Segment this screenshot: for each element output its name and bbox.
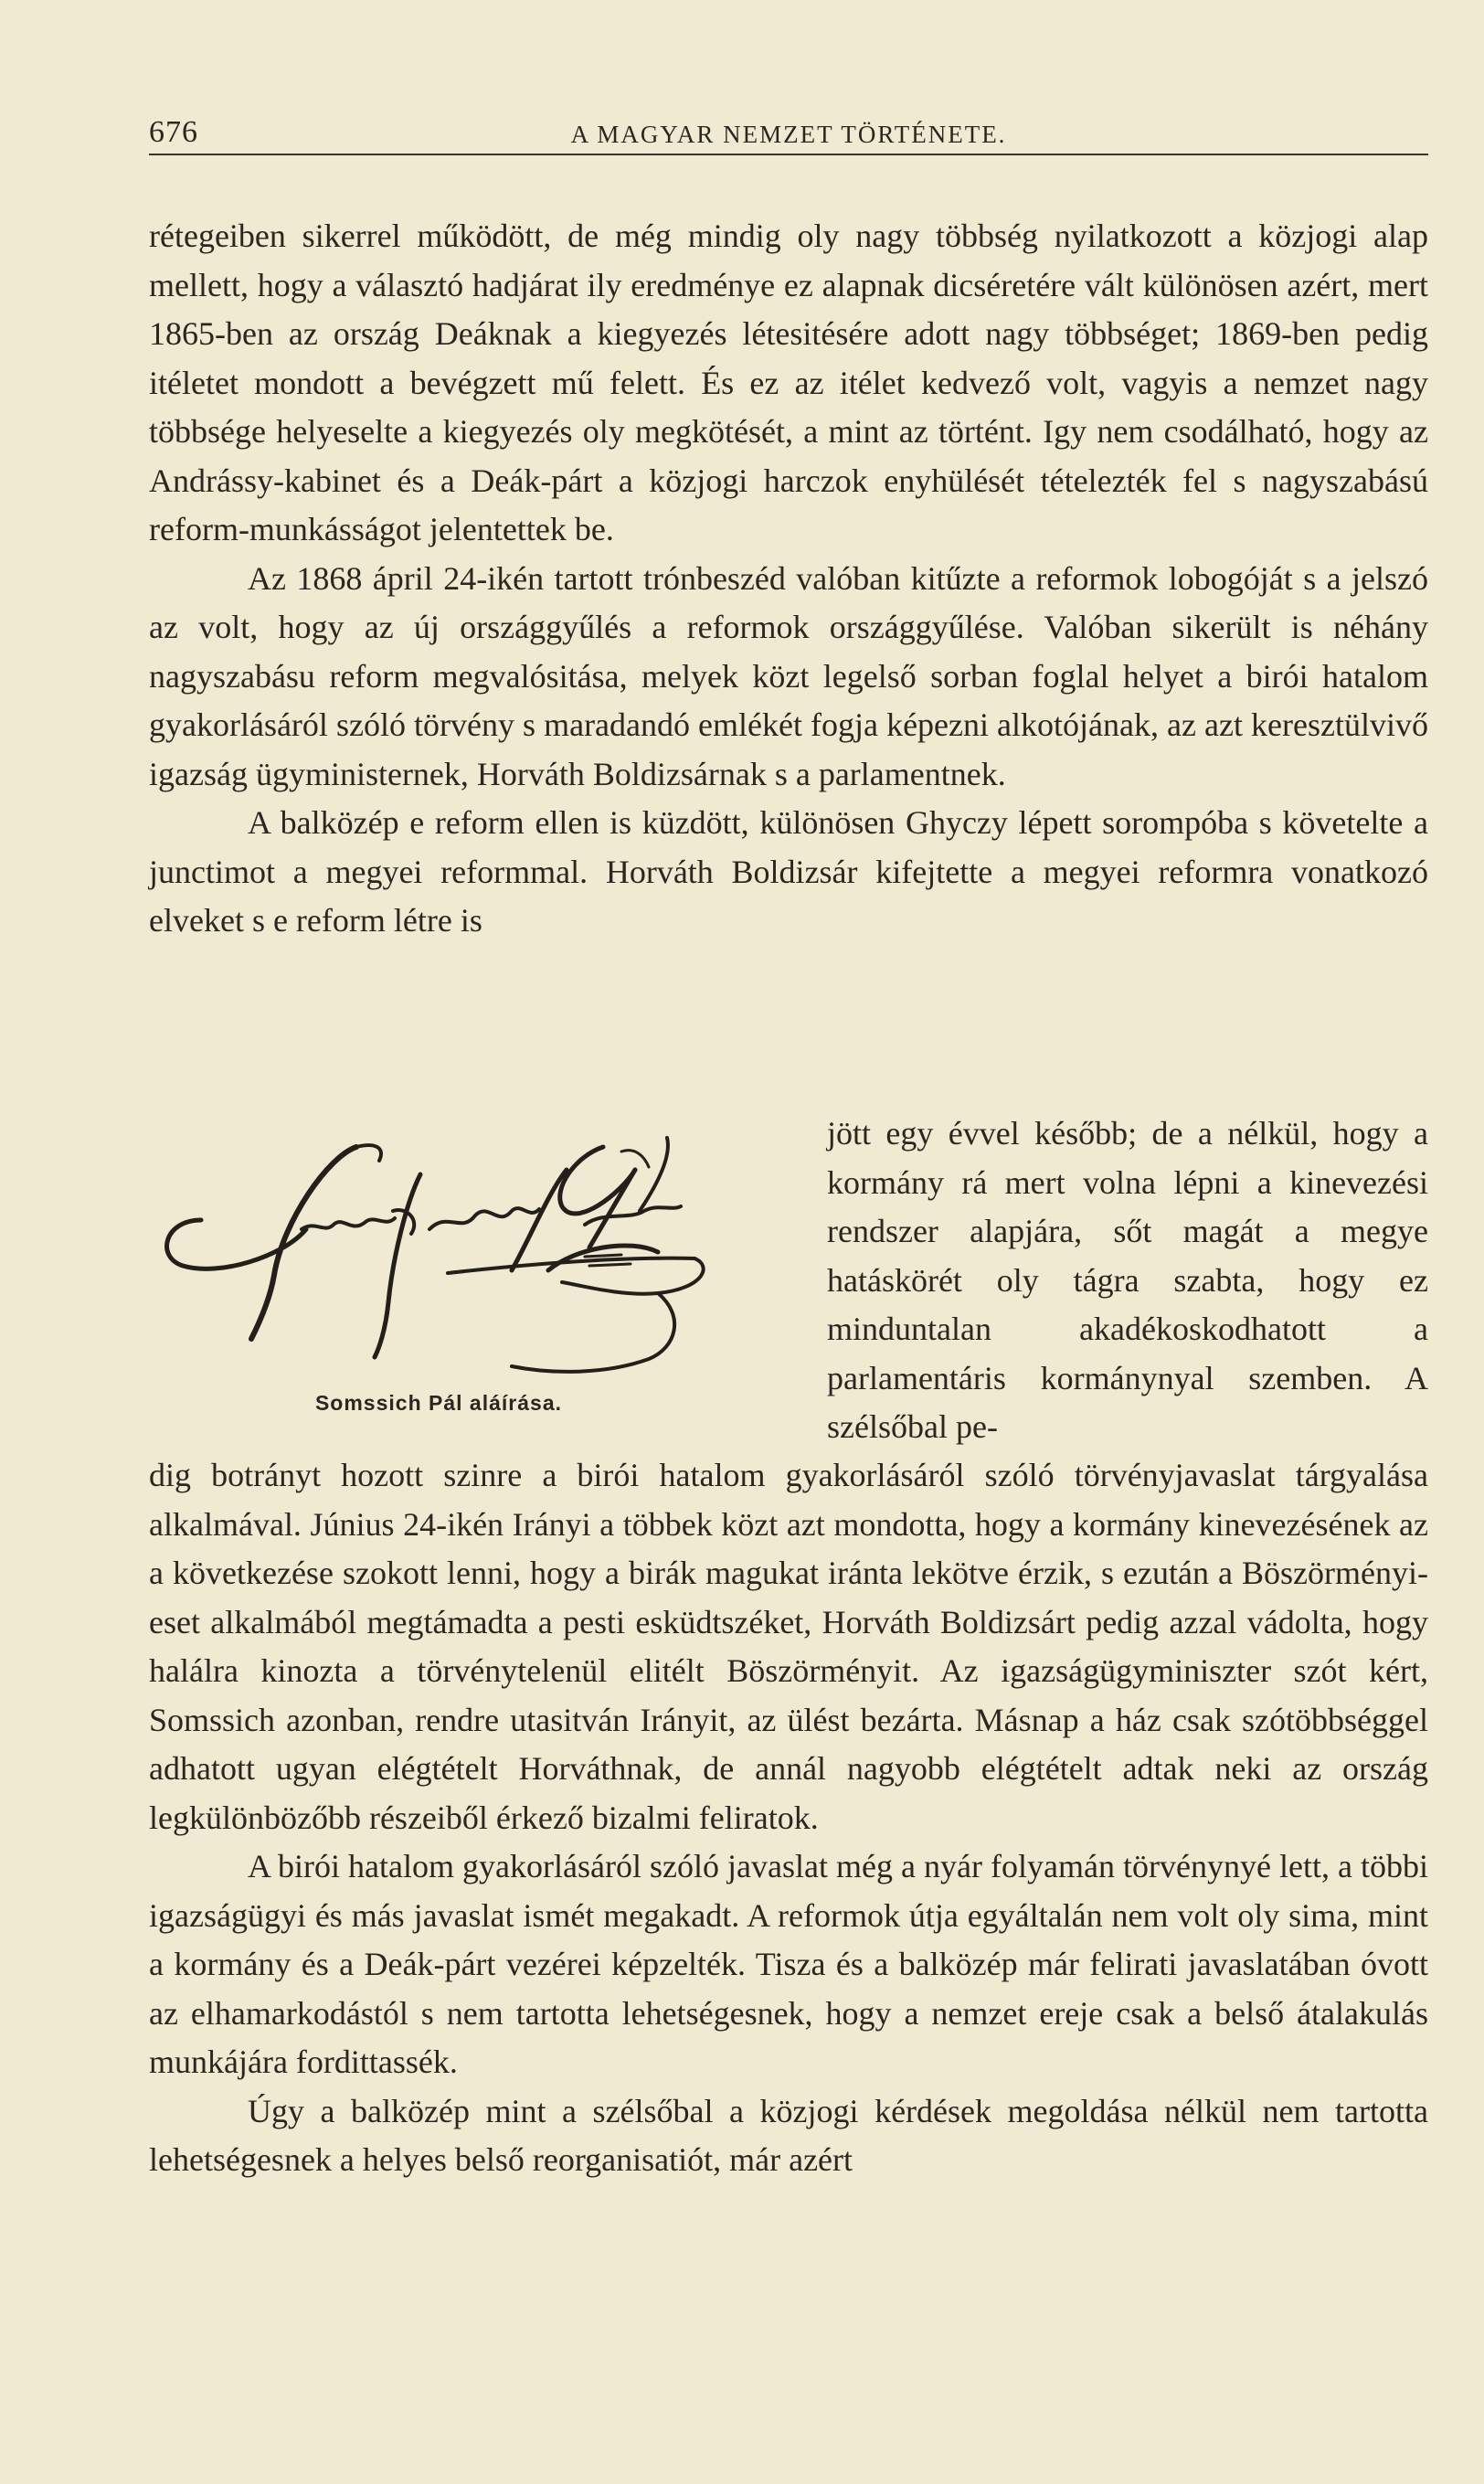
figure-caption: Somssich Pál aláírása.	[314, 1391, 563, 1415]
signature-figure	[146, 1120, 804, 1421]
signature-image	[146, 1120, 804, 1394]
running-title: A MAGYAR NEMZET TÖRTÉNETE.	[570, 121, 1007, 148]
text-block-top	[149, 212, 1428, 946]
paragraph-3-start: A balközép e reform ellen is küzdött, különösen Ghyczy lépett sorompóba s követelte a junctimot a megyei reformmal. Horváth Boldizsár kifejtette a megyei reformra vonatkozó elveket s e reform létre is	[149, 804, 1428, 939]
text-block-bottom	[149, 1451, 1428, 2185]
paragraph-1: rétegeiben sikerrel működött, de még mindig oly nagy többség nyilatkozott a közjogi alap mellett, hogy a választó hadjárat ily eredménye ez alapnak dicséretére vált különösen azért, mert 1865-ben az ország Deáknak a kiegyezés létesitésére adott nagy többséget; 1869-ben pedig itéletet mondott a bevégzett mű felett. És ez az itélet kedvező volt, vagyis a nemzet nagy többsége helyeselte a kiegyezés oly megkötését, a mint az történt. Igy nem csodálható, hogy az Andrássy-kabinet és a Deák-párt a közjogi harczok enyhülését tételezték fel s nagyszabású reform-munkásságot jelentettek be.	[149, 218, 1428, 547]
page-number: 676	[149, 115, 198, 149]
page-header	[149, 108, 1428, 155]
paragraph-2: Az 1868 ápril 24-ikén tartott trónbeszéd valóban kitűzte a reformok lobogóját s a jelszó az volt, hogy az új országgyűlés a reformok országgyűlése. Valóban sikerült is néhány nagyszabásu reform megvalósitása, melyek közt legelső sorban foglal helyet a birói hatalom gyakorlásáról szóló törvény s maradandó emlékét fogja képezni alkotójának, az azt keresztülvivő igazság ügyministernek, Horváth Boldizsárnak s a parlamentnek.	[149, 559, 1428, 792]
text-column-beside-figure	[827, 1109, 1428, 1452]
paragraph-5: Úgy a balközép mint a szélsőbal a közjogi kérdések megoldása nélkül nem tartotta lehetségesnek a helyes belső reorganisatiót, már azért	[149, 2092, 1428, 2178]
paragraph-4: A birói hatalom gyakorlásáról szóló javaslat még a nyár folyamán törvénynyé lett, a többi igazságügyi és más javaslat ismét megakadt. A reformok útja egyáltalán nem volt oly sima, mint a kormány és a Deák-párt vezérei képzelték. Tisza és a balközép már felirati javaslatában óvott az elhamarkodástól s nem tartotta lehetségesnek, hogy a nemzet ereje csak a belső átalakulás munkájára fordittassék.	[149, 1848, 1428, 2080]
paragraph-3-column: jött egy évvel később; de a nélkül, hogy a kormány rá mert volna lépni a kinevezési rendszer alapjára, sőt magát a megye hatáskörét oly tágra szabta, hogy ez minduntalan akadékoskodhatott a parlamentáris kormánynyal szemben. A szélsőbal pe-	[827, 1115, 1428, 1445]
paragraph-3-end: dig botrányt hozott szinre a birói hatalom gyakorlásáról szóló törvényjavaslat tárgyalása alkalmával. Június 24-ikén Irányi a többek közt azt mondotta, hogy a kormány kinevezésének az a következése szokott lenni, hogy a birák magukat iránta lekötve érzik, s ezután a Böszörményi-eset alkalmából megtámadta a pesti esküdtszéket, Horváth Boldizsárt pedig azzal vádolta, hogy halálra kinozta a törvénytelenül elitélt Böszörményit. Az igazságügyminiszter szót kért, Somssich azonban, rendre utasitván Irányit, az ülést bezárta. Másnap a ház csak szótöbbséggel adhatott ugyan elégtételt Horváthnak, de annál nagyobb elégtételt adtak neki az ország legkülönbözőbb részeiből érkező bizalmi feliratok.	[149, 1457, 1428, 1836]
